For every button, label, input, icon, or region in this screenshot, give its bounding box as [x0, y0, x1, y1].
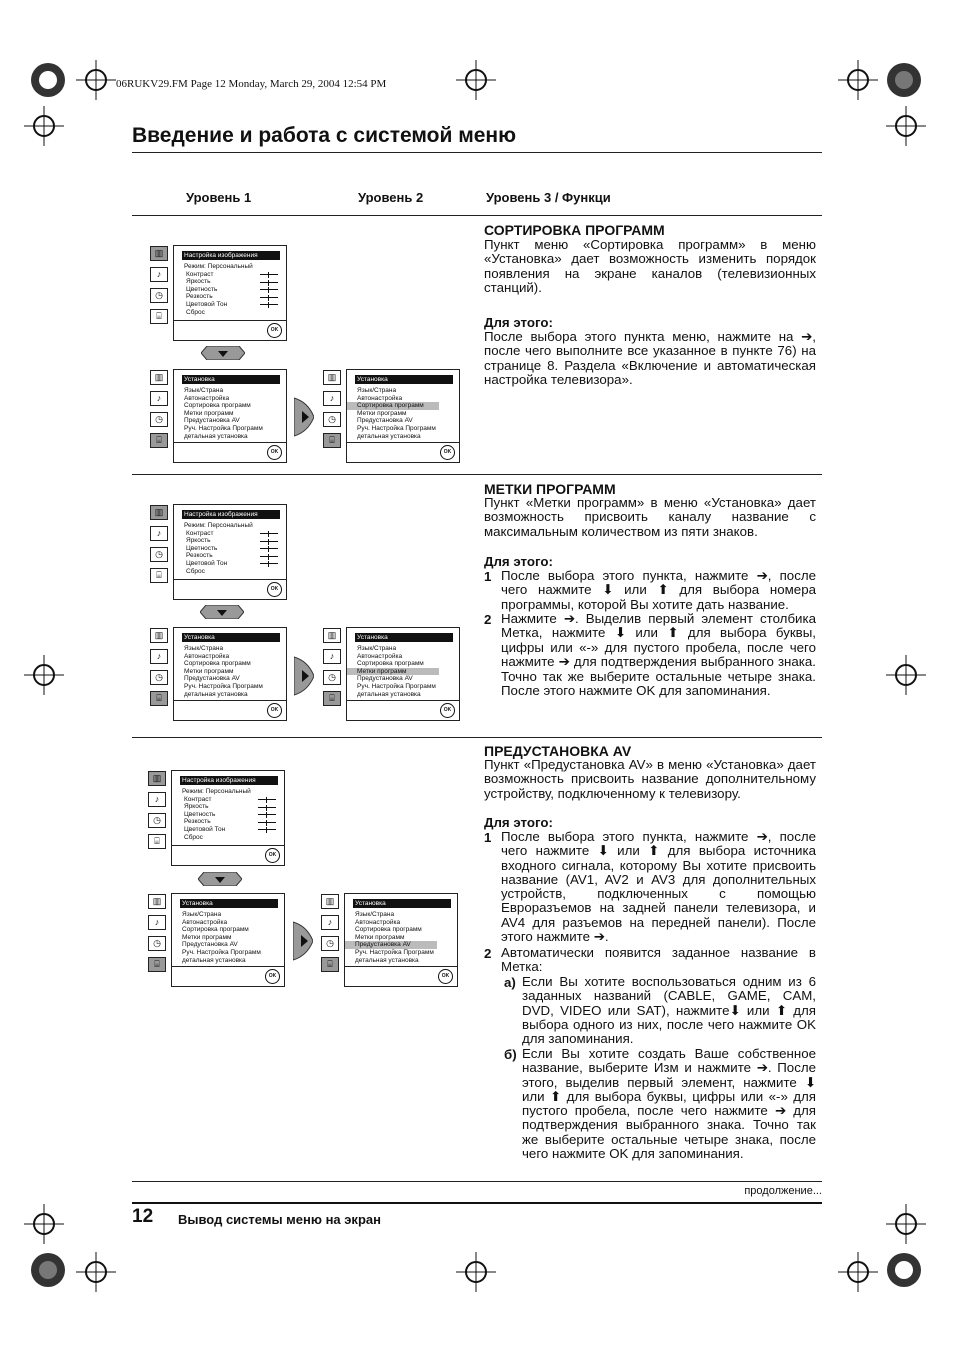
osd-menu-item: Цветовой Тон [186, 559, 228, 567]
osd-menu-header: Установка [355, 375, 453, 384]
clock-icon: ◷ [323, 412, 341, 427]
osd-menu-item: детальная установка [184, 690, 248, 698]
footer-section-title: Вывод системы меню на экран [178, 1212, 381, 1227]
osd-menu-item: Руч. Настройка Программ [182, 948, 261, 956]
crosshair-icon [24, 1204, 64, 1244]
osd-menu-header: Установка [182, 633, 280, 642]
down-arrow-button-icon [201, 346, 245, 360]
osd-menu-item: Яркость [186, 278, 211, 286]
crosshair-icon [886, 106, 926, 146]
slider-icon [260, 541, 278, 542]
page-title: Введение и работа с системой меню [132, 124, 517, 147]
osd-menu-item: Цветовой Тон [184, 825, 226, 833]
slider-icon [260, 289, 278, 290]
ok-icon: OK [267, 445, 282, 460]
osd-menu-item: Предустановка AV [182, 941, 238, 949]
slider-icon [260, 282, 278, 283]
ok-icon: OK [438, 969, 453, 984]
clock-icon: ◷ [150, 288, 168, 303]
section-heading: ПРЕДУСТАНОВКА AV [484, 743, 632, 759]
osd-menu-item: Резкость [184, 818, 211, 826]
section-body: После выбора этого пункта меню, нажмите на ➔, после чего выполните все указанное в пункте 76) на странице 8. Раздела «Включение и автоматическая настройка телевизора». [484, 329, 816, 388]
ok-icon: OK [265, 848, 280, 863]
osd-menu-item: Язык/Страна [357, 387, 397, 394]
right-arrow-button-icon [293, 918, 313, 964]
section-heading: МЕТКИ ПРОГРАММ [484, 481, 616, 497]
registration-mark-icon [884, 60, 924, 100]
level-1-label: Уровень 1 [186, 190, 252, 205]
ok-icon: OK [267, 703, 282, 718]
substep-label: б) [504, 1047, 517, 1062]
osd-menu-item: Резкость [186, 552, 213, 560]
osd-menu-item: Метки программ [184, 409, 234, 417]
osd-setup-menu-level-2 [327, 369, 460, 463]
slider-icon [258, 814, 276, 815]
for-this-label: Для этого: [484, 554, 553, 569]
osd-menu-item: Руч. Настройка Программ [355, 948, 434, 956]
crosshair-icon [76, 1252, 116, 1292]
section-divider [132, 215, 822, 216]
step-number: 1 [484, 569, 492, 584]
slider-icon [260, 274, 278, 275]
osd-menu-item: Автонастройка [182, 918, 228, 926]
osd-menu-item: Режим: Персональный [184, 522, 253, 529]
toolbox-icon: ⌸ [150, 309, 168, 324]
crosshair-icon [456, 60, 496, 100]
section-intro: Пункт «Метки программ» в меню «Установка» дает возможность присвоить каналу название с максимальным количеством из пяти знаков. [484, 495, 816, 539]
registration-mark-icon [28, 1250, 68, 1290]
osd-menu-item: Цветовой Тон [186, 300, 228, 308]
osd-menu-item: Сброс [186, 567, 205, 575]
step-text: Автоматически появится заданное название в Метка: [501, 945, 816, 975]
music-note-icon: ♪ [321, 915, 339, 930]
substep-text: Если Вы хотите создать Ваше собственное название, выберите Изм и нажмите ➔. После этого, выделив первый элемент, нажмите ⬇ или ⬆ для выбора буквы, цифры или «-» для пустого пробела, после чего нажмите ➔ для подтверждения выбранного знака. Точно так же выберите остальные четыре знака, после чего нажмите OK для запоминания. [522, 1046, 816, 1162]
osd-setup-menu [154, 627, 287, 721]
tv-picture-icon: ▥ [148, 894, 166, 909]
osd-menu-item: Резкость [186, 293, 213, 301]
osd-menu-item-selected: Метки программ [347, 668, 439, 676]
osd-menu-item: Автонастройка [357, 652, 403, 660]
step-text: Нажмите ➔. Выделив первый элемент столбика Метка, нажмите ⬇ или ⬆ для выбора буквы, цифры или «-» для пустого пробела, после чего нажмите ➔ для подтверждения выбранного знака. Точно так же выберите остальные четыре знака. После этого нажмите OK для запоминания. [501, 611, 816, 699]
osd-picture-menu [152, 770, 285, 866]
tv-picture-icon: ▥ [148, 771, 166, 786]
toolbox-icon: ⌸ [148, 834, 166, 849]
osd-menu-item: Руч. Настройка Программ [357, 682, 436, 690]
osd-menu-header: Установка [180, 899, 278, 908]
osd-menu-item: Предустановка AV [184, 675, 240, 683]
osd-menu-item-selected: Предустановка AV [345, 941, 437, 949]
ok-icon: OK [265, 969, 280, 984]
section-intro: Пункт меню «Сортировка программ» в меню «Установка» дает возможность изменить порядок появления на экране каналов (телевизионных станций). [484, 237, 816, 296]
osd-menu-item: Язык/Страна [182, 911, 222, 918]
section-divider [132, 474, 822, 475]
osd-menu-header: Настройка изображения [182, 251, 280, 260]
osd-menu-item: Метки программ [182, 933, 232, 941]
osd-menu-item: Цветность [186, 544, 218, 552]
slider-icon [260, 548, 278, 549]
osd-menu-item: Режим: Персональный [182, 788, 251, 795]
osd-menu-item: Язык/Страна [357, 645, 397, 652]
osd-menu-item: Руч. Настройка Программ [184, 424, 263, 432]
toolbox-icon: ⌸ [150, 568, 168, 583]
right-arrow-button-icon [294, 653, 314, 699]
music-note-icon: ♪ [148, 792, 166, 807]
print-header: 06RUKV29.FM Page 12 Monday, March 29, 2004 12:54 PM [116, 78, 387, 90]
crosshair-icon [886, 655, 926, 695]
osd-menu-header: Установка [353, 899, 451, 908]
osd-setup-menu-level-2 [325, 893, 458, 987]
osd-menu-item: Яркость [186, 537, 211, 545]
osd-menu-header: Установка [355, 633, 453, 642]
osd-menu-item: Язык/Страна [184, 645, 224, 652]
osd-menu-item: Сброс [184, 833, 203, 841]
toolbox-icon: ⌸ [321, 957, 339, 972]
osd-menu-item: Сортировка программ [184, 402, 251, 410]
osd-menu-item: детальная установка [184, 432, 248, 440]
osd-menu-item: Предустановка AV [357, 417, 413, 425]
osd-menu-item: Автонастройка [357, 394, 403, 402]
crosshair-icon [838, 60, 878, 100]
clock-icon: ◷ [321, 936, 339, 951]
osd-menu-header: Установка [182, 375, 280, 384]
slider-icon [260, 556, 278, 557]
crosshair-icon [838, 1252, 878, 1292]
tv-picture-icon: ▥ [323, 370, 341, 385]
osd-menu-item: Цветность [186, 285, 218, 293]
osd-menu-item: Метки программ [357, 409, 407, 417]
down-arrow-button-icon [198, 872, 242, 886]
music-note-icon: ♪ [150, 649, 168, 664]
osd-menu-item: Сортировка программ [184, 660, 251, 668]
osd-menu-item: Контраст [186, 529, 214, 537]
osd-menu-item: Руч. Настройка Программ [357, 424, 436, 432]
osd-setup-menu [152, 893, 285, 987]
clock-icon: ◷ [148, 936, 166, 951]
music-note-icon: ♪ [148, 915, 166, 930]
osd-menu-item: Метки программ [355, 933, 405, 941]
osd-menu-item: Предустановка AV [357, 675, 413, 683]
music-note-icon: ♪ [323, 391, 341, 406]
page-number: 12 [132, 1206, 154, 1227]
slider-icon [260, 533, 278, 534]
osd-menu-item: Яркость [184, 803, 209, 811]
right-arrow-button-icon [294, 394, 314, 440]
crosshair-icon [456, 1252, 496, 1292]
osd-menu-item: Язык/Страна [355, 911, 395, 918]
level-2-label: Уровень 2 [358, 190, 424, 205]
toolbox-icon: ⌸ [148, 957, 166, 972]
osd-picture-menu [154, 504, 287, 600]
osd-setup-menu-level-2 [327, 627, 460, 721]
crosshair-icon [886, 1204, 926, 1244]
section-divider [132, 1181, 822, 1182]
osd-menu-header: Настройка изображения [180, 776, 278, 785]
osd-menu-item: Контраст [186, 270, 214, 278]
step-number: 1 [484, 830, 492, 845]
osd-menu-item: Автонастройка [355, 918, 401, 926]
clock-icon: ◷ [323, 670, 341, 685]
toolbox-icon: ⌸ [150, 691, 168, 706]
slider-icon [258, 822, 276, 823]
osd-menu-item-selected: Сортировка программ [347, 402, 439, 410]
crosshair-icon [76, 60, 116, 100]
clock-icon: ◷ [150, 547, 168, 562]
osd-menu-item: Метки программ [184, 667, 234, 675]
tv-picture-icon: ▥ [150, 628, 168, 643]
for-this-label: Для этого: [484, 815, 553, 830]
clock-icon: ◷ [150, 670, 168, 685]
osd-setup-menu [154, 369, 287, 463]
section-heading: СОРТИРОВКА ПРОГРАММ [484, 222, 665, 238]
ok-icon: OK [440, 703, 455, 718]
substep-label: а) [504, 975, 516, 990]
osd-menu-item: Контраст [184, 795, 212, 803]
title-rule [132, 152, 822, 153]
osd-menu-item: Сортировка программ [357, 660, 424, 668]
for-this-label: Для этого: [484, 315, 553, 330]
continued-note: продолжение... [744, 1185, 822, 1197]
toolbox-icon: ⌸ [150, 433, 168, 448]
osd-menu-item: детальная установка [355, 956, 419, 964]
registration-mark-icon [28, 60, 68, 100]
music-note-icon: ♪ [150, 391, 168, 406]
clock-icon: ◷ [150, 412, 168, 427]
osd-menu-item: Сортировка программ [355, 926, 422, 934]
music-note-icon: ♪ [323, 649, 341, 664]
step-number: 2 [484, 612, 492, 627]
step-number: 2 [484, 946, 492, 961]
tv-picture-icon: ▥ [150, 505, 168, 520]
osd-menu-header: Настройка изображения [182, 510, 280, 519]
osd-menu-item: Автонастройка [184, 652, 230, 660]
tv-picture-icon: ▥ [323, 628, 341, 643]
osd-menu-item: Предустановка AV [184, 417, 240, 425]
section-intro: Пункт «Предустановка AV» в меню «Установка» дает возможность присвоить название дополнительному устройству, подключенному к телевизору. [484, 757, 816, 801]
osd-picture-menu [154, 245, 287, 341]
clock-icon: ◷ [148, 813, 166, 828]
slider-icon [258, 829, 276, 830]
registration-mark-icon [884, 1250, 924, 1290]
ok-icon: OK [440, 445, 455, 460]
crosshair-icon [24, 655, 64, 695]
toolbox-icon: ⌸ [323, 691, 341, 706]
osd-menu-item: Цветность [184, 810, 216, 818]
crosshair-icon [24, 106, 64, 146]
slider-icon [260, 297, 278, 298]
substep-text: Если Вы хотите воспользоваться одним из 6 заданных названий (CABLE, GAME, CAM, DVD, VIDEO или SAT), нажмите⬇ или ⬆ для выбора одного из них, после чего нажмите OK для запоминания. [522, 974, 816, 1047]
slider-icon [258, 799, 276, 800]
osd-menu-item: Язык/Страна [184, 387, 224, 394]
section-divider [132, 737, 822, 738]
osd-menu-item: Автонастройка [184, 394, 230, 402]
osd-menu-item: Режим: Персональный [184, 263, 253, 270]
down-arrow-button-icon [200, 605, 244, 619]
osd-menu-item: Руч. Настройка Программ [184, 682, 263, 690]
level-3-label: Уровень 3 / Функци [486, 190, 611, 205]
slider-icon [258, 807, 276, 808]
step-text: После выбора этого пункта, нажмите ➔, после чего нажмите ⬇ или ⬆ для выбора номера программы, которой Вы хотите дать название. [501, 568, 816, 612]
music-note-icon: ♪ [150, 526, 168, 541]
osd-menu-item: детальная установка [357, 432, 421, 440]
tv-picture-icon: ▥ [150, 246, 168, 261]
slider-icon [260, 563, 278, 564]
osd-menu-item: Сортировка программ [182, 926, 249, 934]
tv-picture-icon: ▥ [321, 894, 339, 909]
toolbox-icon: ⌸ [323, 433, 341, 448]
osd-menu-item: Сброс [186, 308, 205, 316]
step-text: После выбора этого пункта, нажмите ➔, после чего нажмите ⬇ или ⬆ для выбора источника входного сигнала, которому Вы хотите присвоить название (AV1, AV2 и AV3 для дополнительных устройств, подключенных с помощью Евроразъемов на задней панели телевизора, и AV4 для разъемов на передней панели). После этого нажмите ➔. [501, 829, 816, 945]
music-note-icon: ♪ [150, 267, 168, 282]
footer-rule [132, 1202, 822, 1204]
ok-icon: OK [267, 582, 282, 597]
slider-icon [260, 304, 278, 305]
osd-menu-item: детальная установка [182, 956, 246, 964]
ok-icon: OK [267, 323, 282, 338]
tv-picture-icon: ▥ [150, 370, 168, 385]
osd-menu-item: детальная установка [357, 690, 421, 698]
